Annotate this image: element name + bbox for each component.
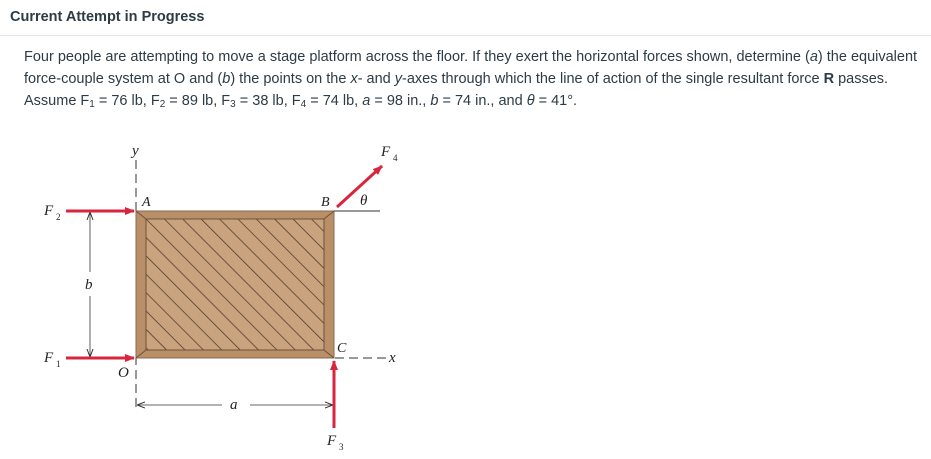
origin-o-label: O xyxy=(118,365,129,381)
force-f4-label: F xyxy=(381,144,391,160)
force-f1-subscript: 1 xyxy=(56,359,61,369)
force-f2-label: F xyxy=(44,203,54,219)
assumption-line: Assume $F_1 = 76$ lb, $F_2 = 89$ lb, $F_3 = 38$ lb, $F_4 = 74$ lb, a = 98 in., b = 74 in., and θ = 41°. xyxy=(24,93,578,110)
point-b-label: B xyxy=(321,195,330,210)
page-title: Current Attempt in Progress xyxy=(10,9,205,25)
dimension-b-label: b xyxy=(85,277,93,293)
force-f2-subscript: 2 xyxy=(56,212,61,222)
theta-label: θ xyxy=(360,193,368,209)
x-axis-label: x xyxy=(389,350,396,366)
force-f4-subscript: 4 xyxy=(393,153,398,163)
y-axis-label: y xyxy=(132,143,139,159)
stage-platform xyxy=(136,211,334,358)
point-a-label: A xyxy=(142,195,151,210)
point-c-label: C xyxy=(337,341,347,356)
dimension-a-label: a xyxy=(230,397,238,413)
force-f3-label: F xyxy=(327,433,337,449)
force-f1-label: F xyxy=(44,350,54,366)
dimension-b xyxy=(72,211,130,358)
question-prompt: Four people are attempting to move a stage platform across the floor. If they exert the horizontal forces shown, determine (a) the equivalent force-couple system at O and (b) the points on the x- and y-axes through which the line of action of the single resultant force R passes. xyxy=(24,49,918,87)
force-f3-subscript: 3 xyxy=(339,442,344,452)
